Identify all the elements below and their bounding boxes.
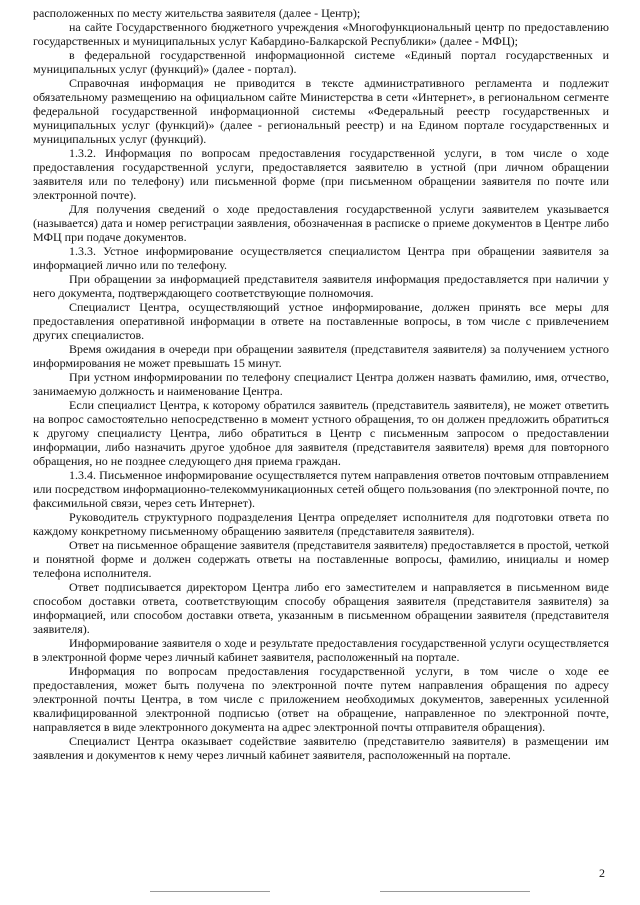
paragraph-9: Специалист Центра, осуществляющий устное информирование, должен принять все меры для предоставления оперативной информации в ответе на поставленные вопросы, в том числе с привлечением других специалистов.: [33, 300, 609, 342]
paragraph-7: 1.3.3. Устное информирование осуществляется специалистом Центра при обращении заявителя за информацией лично или по телефону.: [33, 244, 609, 272]
paragraph-3: в федеральной государственной информационной системе «Единый портал государственных и муниципальных услуг (функций)» (далее - портал).: [33, 48, 609, 76]
paragraph-11: При устном информировании по телефону специалист Центра должен назвать фамилию, имя, отчество, занимаемую должность и наименование Центра.: [33, 370, 609, 398]
footer-rule-right: [380, 891, 530, 892]
paragraph-2: на сайте Государственного бюджетного учреждения «Многофункциональный центр по предоставлению государственных и муниципальных услуг Кабардино-Балкарской Республики» (далее - МФЦ);: [33, 20, 609, 48]
paragraph-14: Руководитель структурного подразделения Центра определяет исполнителя для подготовки ответа по каждому конкретному письменному обращению заявителя (представителя заявителя).: [33, 510, 609, 538]
paragraph-12: Если специалист Центра, к которому обратился заявитель (представитель заявителя), не может ответить на вопрос самостоятельно непосредственно в момент устного обращения, то он должен предложить обратиться к другому специалисту Центра, либо обратиться в Центр с письменным запросом о предоставлении информации, либо назначить другое удобное для заявителя (представителя заявителя) время для повторного обращения, но не позднее следующего дня приема граждан.: [33, 398, 609, 468]
footer-rule-left: [150, 891, 270, 892]
paragraph-15: Ответ на письменное обращение заявителя (представителя заявителя) предоставляется в простой, четкой и понятной форме и должен содержать ответы на поставленные вопросы, фамилию, инициалы и номер телефона исполнителя.: [33, 538, 609, 580]
paragraph-17: Информирование заявителя о ходе и результате предоставления государственной услуги осуществляется в электронной форме через личный кабинет заявителя, расположенный на портале.: [33, 636, 609, 664]
paragraph-18: Информация по вопросам предоставления государственной услуги, в том числе о ходе ее предоставления, может быть получена по электронной почте путем направления обращения по адресу электронной почты Центра, в том числе с приложением необходимых документов, заверенных усиленной квалифицированной электронной подписью (ответ на обращение, направленное по электронной почте, направляется в виде электронного документа на адрес электронной почты отправителя обращения).: [33, 664, 609, 734]
document-page: [33, 6, 609, 762]
page-number: 2: [599, 866, 605, 880]
paragraph-4: Справочная информация не приводится в тексте административного регламента и подлежит обязательному размещению на официальном сайте Министерства в сети «Интернет», в региональном сегменте федеральной государственной информационной системы «Федеральный реестр государственных и муниципальных услуг (функций)» (далее - региональный реестр) и на Едином портале государственных и муниципальных услуг (функций).: [33, 76, 609, 146]
paragraph-13: 1.3.4. Письменное информирование осуществляется путем направления ответов почтовым отправлением или посредством информационно-телекоммуникационных сетей общего пользования (по электронной почте, по факсимильной связи, через сеть Интернет).: [33, 468, 609, 510]
paragraph-6: Для получения сведений о ходе предоставления государственной услуги заявителем указывается (называется) дата и номер регистрации заявления, обозначенная в расписке о приеме документов в Центре либо МФЦ при подаче документов.: [33, 202, 609, 244]
paragraph-10: Время ожидания в очереди при обращении заявителя (представителя заявителя) за получением устного информирования не может превышать 15 минут.: [33, 342, 609, 370]
paragraph-8: При обращении за информацией представителя заявителя информация предоставляется при наличии у него документа, подтверждающего соответствующие полномочия.: [33, 272, 609, 300]
paragraph-5: 1.3.2. Информация по вопросам предоставления государственной услуги, в том числе о ходе предоставления государственной услуги, предоставляется заявителю в устной (при личном обращении заявителя или по телефону) или письменной форме (при письменном обращении заявителя по почте или электронной почте).: [33, 146, 609, 202]
paragraph-19: Специалист Центра оказывает содействие заявителю (представителю заявителя) в размещении им заявления и документов к нему через личный кабинет заявителя, расположенный на портале.: [33, 734, 609, 762]
paragraph-16: Ответ подписывается директором Центра либо его заместителем и направляется в письменном виде способом доставки ответа, соответствующим способу обращения заявителя (представителя заявителя) за информацией, или способом доставки ответа, указанным в письменном обращении заявителя (представителя заявителя).: [33, 580, 609, 636]
paragraph-1: расположенных по месту жительства заявителя (далее - Центр);: [33, 6, 361, 20]
